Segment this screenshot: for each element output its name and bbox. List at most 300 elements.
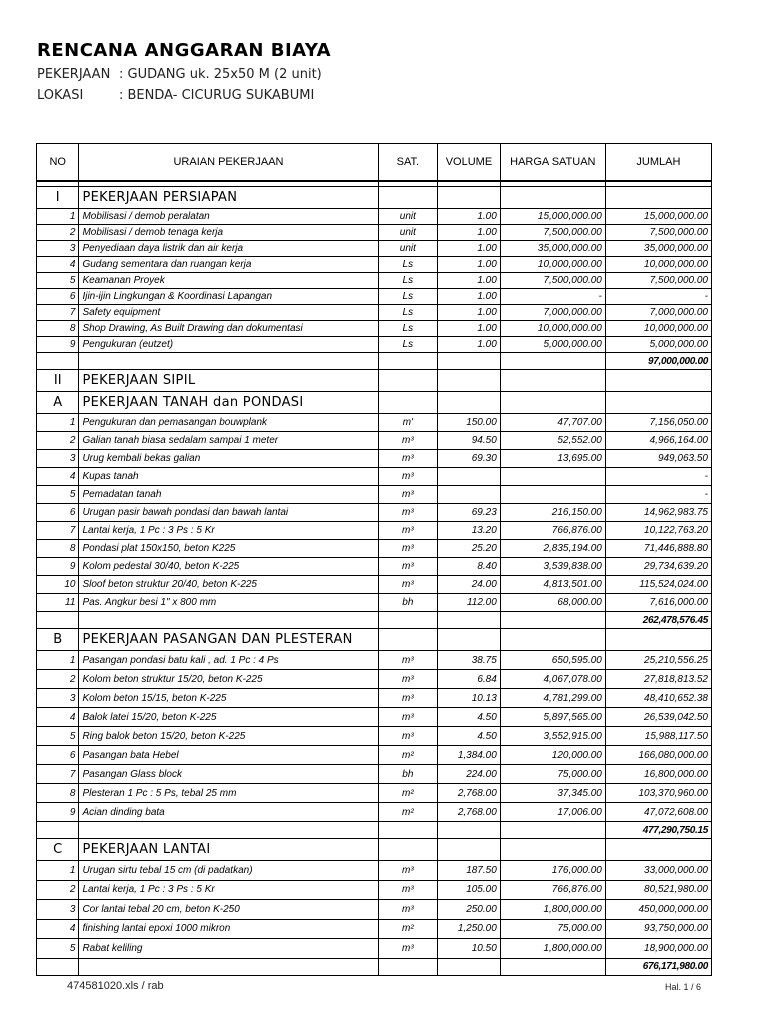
section-number: II [37, 370, 79, 392]
item-description: Balok latei 15/20, beton K-225 [79, 708, 378, 727]
item-number: 6 [37, 746, 79, 765]
empty-cell [605, 392, 711, 414]
empty-cell [378, 839, 438, 861]
empty-cell [438, 392, 501, 414]
item-volume: 10.13 [438, 689, 501, 708]
table-row [37, 209, 712, 225]
item-number: 3 [37, 900, 79, 920]
empty-cell [500, 958, 605, 975]
item-unit-price: 7,500,000.00 [500, 273, 605, 289]
item-unit: m³ [378, 880, 438, 900]
item-unit-price: 4,813,501.00 [500, 576, 605, 594]
item-unit-price: 75,000.00 [500, 765, 605, 784]
item-number: 3 [37, 689, 79, 708]
empty-cell [378, 822, 438, 839]
item-description: Kolom pedestal 30/40, beton K-225 [79, 558, 378, 576]
item-number: 11 [37, 594, 79, 612]
section-header-row [37, 839, 712, 861]
item-unit: Ls [378, 305, 438, 321]
table-row [37, 746, 712, 765]
table-row [37, 289, 712, 305]
item-unit: m² [378, 784, 438, 803]
table-row [37, 939, 712, 959]
empty-cell [500, 839, 605, 861]
table-row [37, 468, 712, 486]
item-volume [438, 486, 501, 504]
table-row [37, 689, 712, 708]
item-total: 80,521,980.00 [605, 880, 711, 900]
empty-cell [378, 353, 438, 370]
item-volume: 10.50 [438, 939, 501, 959]
item-unit-price: 13,695.00 [500, 450, 605, 468]
item-unit: m³ [378, 670, 438, 689]
item-volume: 1.00 [438, 273, 501, 289]
item-unit: unit [378, 225, 438, 241]
item-unit-price: 68,000.00 [500, 594, 605, 612]
item-volume: 69.23 [438, 504, 501, 522]
item-unit-price: 75,000.00 [500, 919, 605, 939]
item-total: 15,000,000.00 [605, 209, 711, 225]
item-unit-price: 216,150.00 [500, 504, 605, 522]
col-header-no: NO [37, 144, 79, 182]
item-unit-price: 37,345.00 [500, 784, 605, 803]
item-number: 6 [37, 504, 79, 522]
item-unit-price: 3,552,915.00 [500, 727, 605, 746]
empty-cell [500, 370, 605, 392]
table-row [37, 432, 712, 450]
item-unit: unit [378, 209, 438, 225]
item-description: Urug kembali bekas galian [79, 450, 378, 468]
item-total: 10,000,000.00 [605, 321, 711, 337]
item-volume: 13.20 [438, 522, 501, 540]
item-description: finishing lantai epoxi 1000 mikron [79, 919, 378, 939]
item-number: 7 [37, 305, 79, 321]
item-volume: 94.50 [438, 432, 501, 450]
item-volume: 25.20 [438, 540, 501, 558]
section-title: PEKERJAAN SIPIL [79, 370, 378, 392]
item-number: 9 [37, 558, 79, 576]
item-unit-price: 176,000.00 [500, 861, 605, 881]
empty-cell [500, 822, 605, 839]
table-row [37, 414, 712, 432]
item-unit-price: 10,000,000.00 [500, 257, 605, 273]
item-description: Urugan pasir bawah pondasi dan bawah lantai [79, 504, 378, 522]
item-total: 29,734,639.20 [605, 558, 711, 576]
empty-cell [378, 958, 438, 975]
item-volume: 6.84 [438, 670, 501, 689]
section-subtotal: 477,290,750.15 [605, 822, 711, 839]
section-title: PEKERJAAN TANAH dan PONDASI [79, 392, 378, 414]
table-body [37, 181, 712, 975]
item-description: Gudang sementara dan ruangan kerja [79, 257, 378, 273]
item-unit: m³ [378, 939, 438, 959]
item-unit-price: 5,000,000.00 [500, 337, 605, 353]
item-unit-price [500, 468, 605, 486]
item-description: Urugan sirtu tebal 15 cm (di padatkan) [79, 861, 378, 881]
table-row [37, 450, 712, 468]
empty-cell [605, 187, 711, 209]
item-number: 5 [37, 939, 79, 959]
item-unit-price: 3,539,838.00 [500, 558, 605, 576]
item-number: 9 [37, 803, 79, 822]
item-total: 71,446,888.80 [605, 540, 711, 558]
item-unit-price: 7,500,000.00 [500, 225, 605, 241]
section-number: I [37, 187, 79, 209]
empty-cell [500, 629, 605, 651]
item-total: 115,524,024.00 [605, 576, 711, 594]
item-number: 3 [37, 241, 79, 257]
item-number: 1 [37, 651, 79, 670]
empty-cell [500, 392, 605, 414]
item-total: 10,122,763.20 [605, 522, 711, 540]
empty-cell [605, 629, 711, 651]
empty-cell [378, 629, 438, 651]
table-row [37, 651, 712, 670]
item-description: Pasangan pondasi batu kali , ad. 1 Pc : 4 Ps [79, 651, 378, 670]
empty-cell [378, 187, 438, 209]
item-volume: 187.50 [438, 861, 501, 881]
empty-cell [438, 958, 501, 975]
item-total: - [605, 468, 711, 486]
item-unit-price: 7,000,000.00 [500, 305, 605, 321]
item-unit: m² [378, 919, 438, 939]
item-total: 4,966,164.00 [605, 432, 711, 450]
empty-cell [438, 370, 501, 392]
empty-cell [79, 958, 378, 975]
col-header-harga-satuan: HARGA SATUAN [500, 144, 605, 182]
item-unit-price: 1,800,000.00 [500, 900, 605, 920]
item-number: 4 [37, 257, 79, 273]
section-title: PEKERJAAN PERSIAPAN [79, 187, 378, 209]
item-volume: 105.00 [438, 880, 501, 900]
item-unit-price: 4,067,078.00 [500, 670, 605, 689]
item-total: 5,000,000.00 [605, 337, 711, 353]
empty-cell [37, 958, 79, 975]
item-volume: 112.00 [438, 594, 501, 612]
item-total: 7,000,000.00 [605, 305, 711, 321]
item-number: 8 [37, 540, 79, 558]
item-unit: m³ [378, 689, 438, 708]
budget-table [36, 143, 712, 976]
section-header-row [37, 629, 712, 651]
table-row [37, 880, 712, 900]
item-unit-price [500, 486, 605, 504]
item-volume: 38.75 [438, 651, 501, 670]
empty-cell [79, 612, 378, 629]
item-total: 26,539,042.50 [605, 708, 711, 727]
item-total: - [605, 289, 711, 305]
item-total: 450,000,000.00 [605, 900, 711, 920]
item-total: 103,370,960.00 [605, 784, 711, 803]
empty-cell [378, 370, 438, 392]
empty-cell [378, 612, 438, 629]
item-unit: m³ [378, 651, 438, 670]
item-total: 93,750,000.00 [605, 919, 711, 939]
table-row [37, 765, 712, 784]
table-row [37, 708, 712, 727]
empty-cell [605, 370, 711, 392]
item-number: 5 [37, 727, 79, 746]
item-number: 3 [37, 450, 79, 468]
item-unit-price: 5,897,565.00 [500, 708, 605, 727]
item-volume: 1,384.00 [438, 746, 501, 765]
item-description: Ijin-ijin Lingkungan & Koordinasi Lapangan [79, 289, 378, 305]
item-unit: m² [378, 803, 438, 822]
item-volume: 1.00 [438, 321, 501, 337]
item-description: Pasangan Glass block [79, 765, 378, 784]
empty-cell [500, 353, 605, 370]
item-volume: 4.50 [438, 708, 501, 727]
item-volume: 1.00 [438, 337, 501, 353]
item-unit-price: 2,835,194.00 [500, 540, 605, 558]
document-title: RENCANA ANGGARAN BIAYA [37, 40, 332, 61]
item-total: 7,616,000.00 [605, 594, 711, 612]
pekerjaan-label: PEKERJAAN [37, 67, 111, 82]
item-description: Mobilisasi / demob tenaga kerja [79, 225, 378, 241]
item-unit: m² [378, 746, 438, 765]
empty-cell [500, 612, 605, 629]
table-row [37, 558, 712, 576]
table-row [37, 257, 712, 273]
pekerjaan-value: : GUDANG uk. 25x50 M (2 unit) [119, 67, 322, 82]
item-volume: 1.00 [438, 209, 501, 225]
item-unit: Ls [378, 321, 438, 337]
item-volume: 69.30 [438, 450, 501, 468]
item-total: 166,080,000.00 [605, 746, 711, 765]
subtotal-row [37, 612, 712, 629]
item-volume: 1.00 [438, 289, 501, 305]
item-unit: m³ [378, 504, 438, 522]
item-description: Pasangan bata Hebel [79, 746, 378, 765]
item-total: 27,818,813.52 [605, 670, 711, 689]
item-number: 2 [37, 670, 79, 689]
table-row [37, 576, 712, 594]
item-description: Lantai kerja, 1 Pc : 3 Ps : 5 Kr [79, 880, 378, 900]
item-unit: bh [378, 594, 438, 612]
item-volume: 24.00 [438, 576, 501, 594]
item-number: 7 [37, 522, 79, 540]
item-description: Galian tanah biasa sedalam sampai 1 meter [79, 432, 378, 450]
item-total: 35,000,000.00 [605, 241, 711, 257]
table-row [37, 594, 712, 612]
item-unit-price: - [500, 289, 605, 305]
item-volume: 2,768.00 [438, 803, 501, 822]
item-total: 16,800,000.00 [605, 765, 711, 784]
item-number: 5 [37, 273, 79, 289]
item-number: 2 [37, 432, 79, 450]
lokasi-line [37, 88, 314, 103]
item-total: 15,988,117.50 [605, 727, 711, 746]
item-unit-price: 766,876.00 [500, 522, 605, 540]
table-header [37, 144, 712, 182]
item-number: 10 [37, 576, 79, 594]
footer-page-number: Hal. 1 / 6 [665, 982, 702, 992]
item-unit: m³ [378, 861, 438, 881]
item-total: 25,210,556.25 [605, 651, 711, 670]
item-number: 7 [37, 765, 79, 784]
section-subtotal: 262,478,576.45 [605, 612, 711, 629]
item-number: 8 [37, 321, 79, 337]
item-description: Pas. Angkur besi 1" x 800 mm [79, 594, 378, 612]
section-title: PEKERJAAN PASANGAN DAN PLESTERAN [79, 629, 378, 651]
section-header-row [37, 370, 712, 392]
empty-cell [378, 392, 438, 414]
table-row [37, 486, 712, 504]
item-volume: 2,768.00 [438, 784, 501, 803]
item-unit: bh [378, 765, 438, 784]
table-row [37, 900, 712, 920]
item-description: Shop Drawing, As Built Drawing dan dokumentasi [79, 321, 378, 337]
item-unit: Ls [378, 289, 438, 305]
table-row [37, 670, 712, 689]
table-row [37, 803, 712, 822]
item-description: Safety equipment [79, 305, 378, 321]
item-description: Penyediaan daya listrik dan air kerja [79, 241, 378, 257]
item-unit-price: 10,000,000.00 [500, 321, 605, 337]
item-volume: 1.00 [438, 225, 501, 241]
empty-cell [79, 353, 378, 370]
table-row [37, 540, 712, 558]
empty-cell [438, 612, 501, 629]
section-number: B [37, 629, 79, 651]
lokasi-label: LOKASI [37, 88, 84, 103]
item-description: Acian dinding bata [79, 803, 378, 822]
empty-cell [37, 353, 79, 370]
item-volume: 150.00 [438, 414, 501, 432]
item-number: 4 [37, 468, 79, 486]
table-row [37, 784, 712, 803]
item-unit-price: 35,000,000.00 [500, 241, 605, 257]
item-total: 48,410,652.38 [605, 689, 711, 708]
item-description: Plesteran 1 Pc : 5 Ps, tebal 25 mm [79, 784, 378, 803]
section-title: PEKERJAAN LANTAI [79, 839, 378, 861]
item-volume: 224.00 [438, 765, 501, 784]
item-unit-price: 766,876.00 [500, 880, 605, 900]
item-description: Ring balok beton 15/20, beton K-225 [79, 727, 378, 746]
item-total: 7,500,000.00 [605, 225, 711, 241]
table-row [37, 504, 712, 522]
subtotal-row [37, 353, 712, 370]
item-unit: m³ [378, 432, 438, 450]
section-subtotal: 676,171,980.00 [605, 958, 711, 975]
item-description: Cor lantai tebal 20 cm, beton K-250 [79, 900, 378, 920]
item-number: 4 [37, 919, 79, 939]
item-total: 47,072,608.00 [605, 803, 711, 822]
item-unit-price: 17,006.00 [500, 803, 605, 822]
item-unit: m³ [378, 576, 438, 594]
section-number: A [37, 392, 79, 414]
table-row [37, 861, 712, 881]
table-row [37, 727, 712, 746]
item-total: 18,900,000.00 [605, 939, 711, 959]
item-unit: m³ [378, 540, 438, 558]
item-description: Pengukuran dan pemasangan bouwplank [79, 414, 378, 432]
pekerjaan-line [37, 67, 322, 82]
item-number: 1 [37, 209, 79, 225]
table-row [37, 273, 712, 289]
item-unit: m³ [378, 727, 438, 746]
item-unit-price: 52,552.00 [500, 432, 605, 450]
item-unit: Ls [378, 273, 438, 289]
item-unit-price: 650,595.00 [500, 651, 605, 670]
item-volume: 1.00 [438, 305, 501, 321]
empty-cell [438, 839, 501, 861]
item-total: 949,063.50 [605, 450, 711, 468]
item-volume: 1,250.00 [438, 919, 501, 939]
footer-filename: 474581020.xls / rab [67, 980, 164, 992]
table-row [37, 321, 712, 337]
subtotal-row [37, 822, 712, 839]
item-unit: m³ [378, 708, 438, 727]
item-number: 6 [37, 289, 79, 305]
empty-cell [605, 839, 711, 861]
table-row [37, 919, 712, 939]
item-unit-price: 120,000.00 [500, 746, 605, 765]
item-number: 8 [37, 784, 79, 803]
item-unit: m³ [378, 468, 438, 486]
item-unit: Ls [378, 337, 438, 353]
empty-cell [438, 353, 501, 370]
item-number: 1 [37, 861, 79, 881]
item-volume: 250.00 [438, 900, 501, 920]
item-unit: Ls [378, 257, 438, 273]
table-row [37, 241, 712, 257]
table-row [37, 337, 712, 353]
item-volume: 1.00 [438, 241, 501, 257]
item-total: 7,156,050.00 [605, 414, 711, 432]
item-number: 2 [37, 225, 79, 241]
table-row [37, 522, 712, 540]
item-number: 5 [37, 486, 79, 504]
item-total: 33,000,000.00 [605, 861, 711, 881]
item-description: Pengukuran (eutzet) [79, 337, 378, 353]
item-description: Kupas tanah [79, 468, 378, 486]
item-unit-price: 47,707.00 [500, 414, 605, 432]
col-header-jumlah: JUMLAH [605, 144, 711, 182]
item-unit: m³ [378, 558, 438, 576]
empty-cell [438, 629, 501, 651]
item-description: Sloof beton struktur 20/40, beton K-225 [79, 576, 378, 594]
item-number: 4 [37, 708, 79, 727]
item-unit-price: 15,000,000.00 [500, 209, 605, 225]
lokasi-value: : BENDA- CICURUG SUKABUMI [119, 88, 315, 103]
item-unit: m³ [378, 486, 438, 504]
item-description: Pondasi plat 150x150, beton K225 [79, 540, 378, 558]
col-header-uraian: URAIAN PEKERJAAN [79, 144, 378, 182]
item-description: Kolom beton 15/15, beton K-225 [79, 689, 378, 708]
empty-cell [79, 822, 378, 839]
item-description: Rabat keliling [79, 939, 378, 959]
item-total: 10,000,000.00 [605, 257, 711, 273]
section-header-row [37, 187, 712, 209]
item-description: Kolom beton struktur 15/20, beton K-225 [79, 670, 378, 689]
empty-cell [500, 187, 605, 209]
item-unit-price: 4,781,299.00 [500, 689, 605, 708]
item-number: 9 [37, 337, 79, 353]
empty-cell [438, 187, 501, 209]
item-volume: 8.40 [438, 558, 501, 576]
section-number: C [37, 839, 79, 861]
item-unit: m³ [378, 450, 438, 468]
table-row [37, 305, 712, 321]
empty-cell [438, 822, 501, 839]
item-total: - [605, 486, 711, 504]
item-description: Pemadatan tanah [79, 486, 378, 504]
item-unit: m³ [378, 522, 438, 540]
col-header-volume: VOLUME [438, 144, 501, 182]
section-subtotal: 97,000,000.00 [605, 353, 711, 370]
item-total: 7,500,000.00 [605, 273, 711, 289]
